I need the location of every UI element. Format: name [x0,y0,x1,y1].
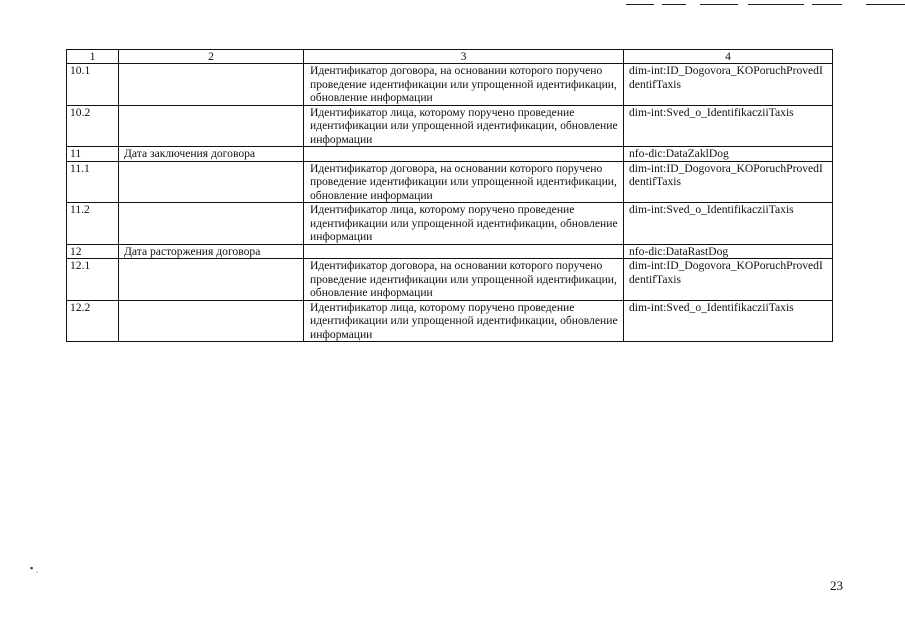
row-code-cell: dim-int:ID_Dogovora_KOPoruchProvedIdentifTaxis [624,64,833,106]
page-number: 23 [830,578,843,593]
header-rule [866,4,905,5]
row-number-cell: 10.2 [67,105,119,147]
column-header: 3 [304,50,624,64]
table-row [67,300,833,342]
row-name-cell [119,203,304,245]
row-name-cell: Дата заключения договора [119,147,304,162]
header-rule [748,4,804,5]
row-code-cell: dim-int:ID_Dogovora_KOPoruchProvedIdentifTaxis [624,161,833,203]
row-code-cell: nfo-dic:DataRastDog [624,244,833,259]
row-code-cell: dim-int:ID_Dogovora_KOPoruchProvedIdentifTaxis [624,259,833,301]
row-description-cell: Идентификатор лица, которому поручено проведение идентификации или упрощенной идентификации, обновление информации [304,203,624,245]
row-number-cell: 11.2 [67,203,119,245]
row-name-cell [119,300,304,342]
row-description-cell: Идентификатор договора, на основании которого поручено проведение идентификации или упрощенной идентификации, обновление информации [304,161,624,203]
header-rule [700,4,738,5]
table-row [67,203,833,245]
column-header: 2 [119,50,304,64]
row-number-cell: 12 [67,244,119,259]
table-row [67,244,833,259]
column-header: 1 [67,50,119,64]
row-number-cell: 12.1 [67,259,119,301]
row-code-cell: nfo-dic:DataZaklDog [624,147,833,162]
scan-artifact: ▪ ˌ [30,563,39,573]
row-number-cell: 12.2 [67,300,119,342]
table-row [67,259,833,301]
row-description-cell: Идентификатор лица, которому поручено проведение идентификации или упрощенной идентификации, обновление информации [304,105,624,147]
row-code-cell: dim-int:Sved_o_IdentifikacziiTaxis [624,203,833,245]
row-number-cell: 11 [67,147,119,162]
attributes-table [66,49,833,342]
row-description-cell: Идентификатор лица, которому поручено проведение идентификации или упрощенной идентификации, обновление информации [304,300,624,342]
row-number-cell: 11.1 [67,161,119,203]
table-row [67,105,833,147]
table-row [67,161,833,203]
table-row [67,147,833,162]
header-rule [662,4,686,5]
row-code-cell: dim-int:Sved_o_IdentifikacziiTaxis [624,300,833,342]
row-description-cell: Идентификатор договора, на основании которого поручено проведение идентификации или упрощенной идентификации, обновление информации [304,259,624,301]
row-description-cell: Идентификатор договора, на основании которого поручено проведение идентификации или упрощенной идентификации, обновление информации [304,64,624,106]
header-rule [626,4,654,5]
header-rule [812,4,842,5]
row-name-cell [119,105,304,147]
row-name-cell: Дата расторжения договора [119,244,304,259]
table-body [67,64,833,342]
row-number-cell: 10.1 [67,64,119,106]
column-header: 4 [624,50,833,64]
row-name-cell [119,259,304,301]
table-header-row [67,50,833,64]
row-description-cell [304,147,624,162]
table-row [67,64,833,106]
row-description-cell [304,244,624,259]
row-code-cell: dim-int:Sved_o_IdentifikacziiTaxis [624,105,833,147]
row-name-cell [119,64,304,106]
row-name-cell [119,161,304,203]
